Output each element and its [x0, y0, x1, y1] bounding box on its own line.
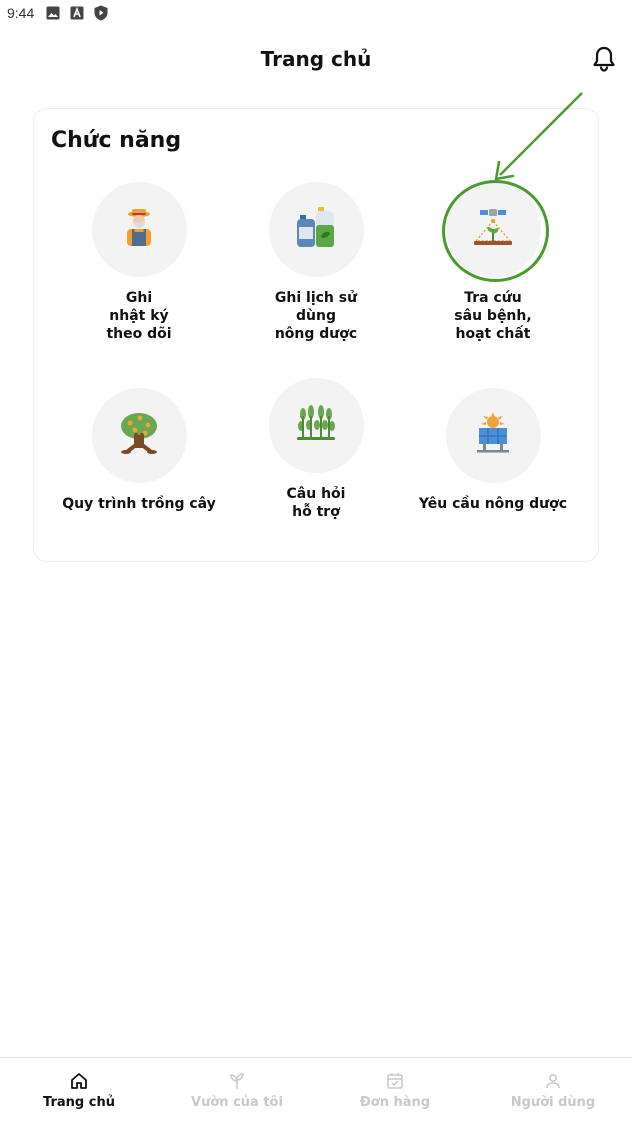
tile-label: Ghi lịch sử dùng nông dược — [274, 290, 358, 342]
tile-label: Câu hỏi hỗ trợ — [286, 486, 346, 520]
tile-label: Yêu cầu nông dược — [418, 496, 568, 512]
farmer-icon — [121, 207, 157, 252]
tile-ghi-nhat-ky[interactable] — [49, 182, 229, 343]
nav-label: Đơn hàng — [359, 1095, 431, 1110]
tile-icon-circle — [269, 378, 364, 473]
status-bar — [0, 0, 632, 26]
shield-icon — [94, 5, 108, 21]
tile-icon-circle — [92, 182, 187, 277]
tile-tra-cuu-sau-benh[interactable] — [403, 182, 583, 343]
pest-lookup-icon — [472, 207, 514, 252]
image-icon — [46, 6, 60, 20]
bell-icon[interactable] — [591, 45, 617, 73]
tile-icon-circle — [446, 182, 541, 277]
tile-yeu-cau-nong-duoc[interactable] — [403, 388, 583, 513]
a-icon — [70, 6, 84, 20]
calendar-check-icon — [386, 1072, 404, 1090]
solar-panel-icon — [473, 412, 513, 459]
tile-cau-hoi-ho-tro[interactable] — [226, 378, 406, 521]
tile-label: Quy trình trồng cây — [62, 496, 216, 512]
nav-don-hang[interactable] — [316, 1058, 474, 1125]
wheat-icon — [295, 404, 337, 447]
nav-nguoi-dung[interactable] — [474, 1058, 632, 1125]
sprout-icon — [228, 1072, 246, 1090]
tile-icon-circle — [446, 388, 541, 483]
nav-label: Trang chủ — [43, 1095, 115, 1110]
tile-label: Ghi nhật ký theo dõi — [106, 290, 172, 342]
tile-ghi-lich-su[interactable] — [226, 182, 406, 343]
tree-icon — [118, 411, 160, 460]
app-header — [0, 26, 632, 92]
tile-icon-circle — [269, 182, 364, 277]
nav-vuon-cua-toi[interactable] — [158, 1058, 316, 1125]
page-title: Trang chủ — [260, 47, 372, 71]
tile-label: Tra cứu sâu bệnh, hoạt chất — [454, 290, 532, 342]
pesticide-bottles-icon — [296, 205, 336, 254]
tile-quy-trinh-trong-cay[interactable] — [49, 388, 229, 513]
home-icon — [70, 1072, 88, 1090]
functions-title: Chức năng — [51, 128, 182, 153]
bottom-nav — [0, 1057, 632, 1125]
tile-icon-circle — [92, 388, 187, 483]
nav-label: Người dùng — [510, 1095, 596, 1110]
user-icon — [544, 1072, 562, 1090]
nav-label: Vườn của tôi — [191, 1095, 283, 1110]
nav-trang-chu[interactable] — [0, 1058, 158, 1125]
status-time: 9:44 — [7, 5, 35, 21]
